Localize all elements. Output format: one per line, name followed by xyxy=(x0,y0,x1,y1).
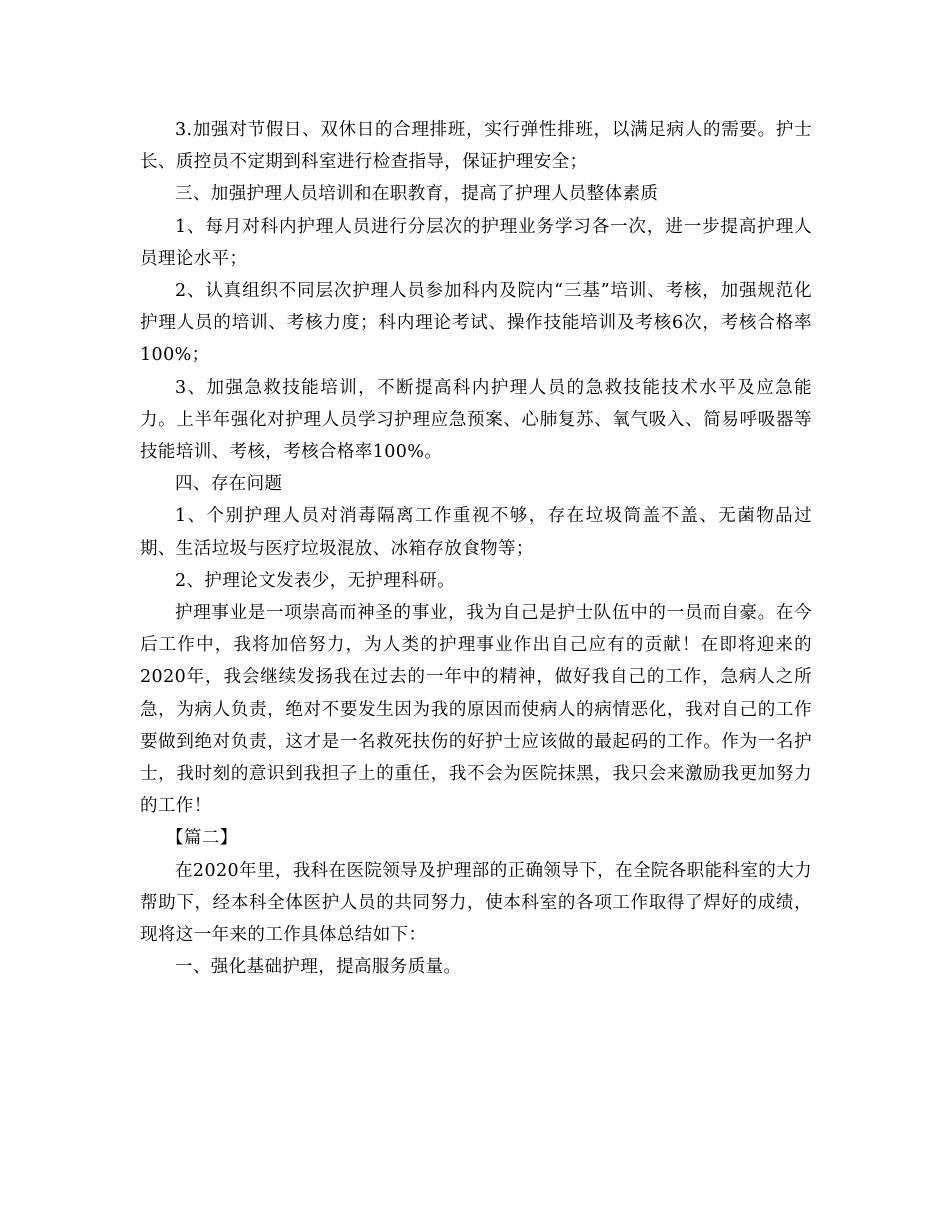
paragraph-conclusion: 护理事业是一项崇高而神圣的事业，我为自己是护士队伍中的一员而自豪。在今后工作中，我将加倍努力，为人类的护理事业作出自己应有的贡献！在即将迎来的2020年，我会继续发扬我在过去的一年中的精神，做好我自己的工作，急病人之所急，为病人负责，绝对不要发生因为我的原因而使病人的病情恶化，我对自己的工作要做到绝对负责，这才是一名救死扶伤的好护士应该做的最起码的工作。作为一名护士，我时刻的意识到我担子上的重任，我不会为医院抹黑，我只会来激励我更加努力的工作！ xyxy=(140,603,812,817)
document-body xyxy=(140,114,812,983)
section-heading-training: 三、加强护理人员培训和在职教育，提高了护理人员整体素质 xyxy=(175,184,659,205)
section-heading-basic-care: 一、强化基础护理，提高服务质量。 xyxy=(175,957,462,978)
paragraph-emergency-skills: 3、加强急救技能培训，不断提高科内护理人员的急救技能技术水平及应急能力。上半年强化对护理人员学习护理应急预案、心肺复苏、氧气吸入、简易呼吸器等技能培训、考核，考核合格率100%。 xyxy=(140,377,812,463)
paragraph-scheduling: 3.加强对节假日、双休日的合理排班，实行弹性排班，以满足病人的需要。护士长、质控员不定期到科室进行检查指导，保证护理安全； xyxy=(140,120,812,173)
paragraph-research-issue: 2、护理论文发表少，无护理科研。 xyxy=(175,570,456,591)
chapter-heading-part-two: 【篇二】 xyxy=(166,828,238,849)
paragraph-three-basics: 2、认真组织不同层次护理人员参加科内及院内“三基”培训、考核，加强规范化护理人员的培训、考核力度；科内理论考试、操作技能培训及考核6次，考核合格率100%； xyxy=(140,281,812,366)
paragraph-part-two-intro: 在2020年里，我科在医院领导及护理部的正确领导下，在全院各职能科室的大力帮助下，经本科全体医护人员的共同努力，使本科室的各项工作取得了焊好的成绩，现将这一年来的工作具体总结如下： xyxy=(140,860,812,946)
paragraph-monthly-study: 1、每月对科内护理人员进行分层次的护理业务学习各一次，进一步提高护理人员理论水平； xyxy=(140,216,812,269)
paragraph-disinfection-issue: 1、个别护理人员对消毒隔离工作重视不够，存在垃圾筒盖不盖、无菌物品过期、生活垃圾与医疗垃圾混放、冰箱存放食物等； xyxy=(140,506,812,559)
section-heading-problems: 四、存在问题 xyxy=(175,474,283,495)
